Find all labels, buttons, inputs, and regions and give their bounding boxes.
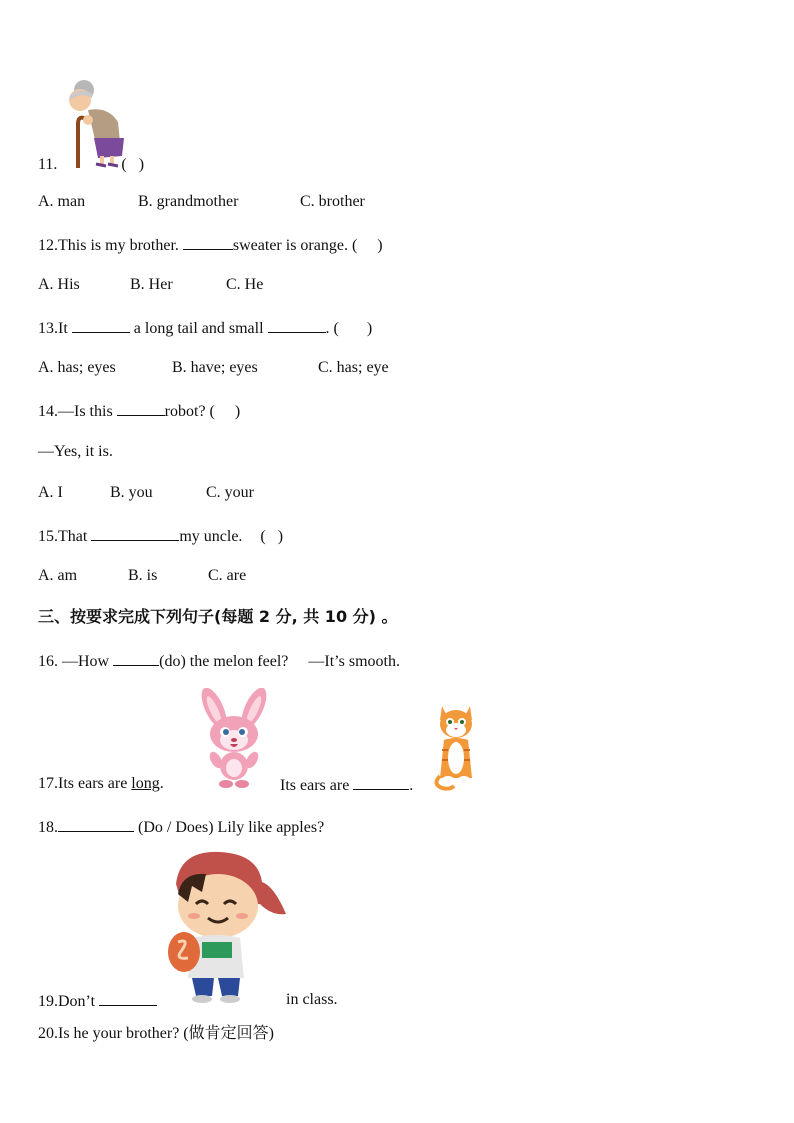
q13-options <box>38 358 389 378</box>
question-text: (Do / Does) Lily like apples? <box>138 819 325 836</box>
period: . <box>409 777 414 794</box>
option-c[interactable]: C. brother <box>300 193 365 210</box>
q14-reply: —Yes, it is. <box>38 443 113 460</box>
question-text-suffix: . <box>325 320 330 337</box>
section-heading: 三、按要求完成下列句子(每题 2 分, 共 10 分) 。 <box>38 607 398 626</box>
q14-line <box>38 400 240 422</box>
option-b[interactable]: B. you <box>110 484 153 501</box>
q16-line <box>38 650 400 672</box>
q12-line <box>38 234 383 256</box>
cat-image <box>432 700 482 792</box>
option-a[interactable]: A. man <box>38 193 86 210</box>
question-text: 19.Don’t <box>38 993 96 1010</box>
answer-blank[interactable] <box>58 816 134 832</box>
question-text: 13.It <box>38 320 68 337</box>
q12-options <box>38 275 263 295</box>
q13-line <box>38 317 372 339</box>
question-text-suffix: (do) the melon feel? <box>159 653 289 670</box>
question-text-middle: a long tail and small <box>133 320 264 337</box>
answer-blank[interactable] <box>268 317 326 333</box>
answer-blank[interactable] <box>91 525 179 541</box>
question-text-suffix: my uncle. <box>179 528 243 545</box>
boy-eating-image <box>162 846 290 1004</box>
option-b[interactable]: B. have; eyes <box>172 359 258 376</box>
question-text-suffix: sweater is orange. <box>232 237 348 254</box>
answer-blank[interactable] <box>117 400 165 416</box>
answer-parentheses: ( ) <box>209 403 241 420</box>
option-b[interactable]: B. grandmother <box>138 193 239 210</box>
question-text-second: Its ears are <box>280 777 350 794</box>
question-text: 12.This is my brother. <box>38 237 179 254</box>
q19-line <box>38 990 157 1012</box>
q18-line <box>38 816 324 838</box>
option-c[interactable]: C. your <box>206 484 254 501</box>
option-a[interactable]: A. His <box>38 276 80 293</box>
question-number: 11. <box>38 156 58 173</box>
question-text-suffix: robot? <box>164 403 206 420</box>
question-number: 18. <box>38 819 58 836</box>
q17-line <box>38 774 164 794</box>
option-a[interactable]: A. am <box>38 567 78 584</box>
answer-parentheses: ( ) <box>121 156 145 173</box>
option-b[interactable]: B. is <box>128 567 158 584</box>
q15-line <box>38 525 283 547</box>
q17-second-line <box>280 774 413 796</box>
q20-line: 20.Is he your brother? (做肯定回答) <box>38 1025 274 1042</box>
q11-options <box>38 192 365 212</box>
option-c[interactable]: C. He <box>226 276 264 293</box>
answer-blank[interactable] <box>353 774 409 790</box>
answer-parentheses: ( ) <box>351 237 383 254</box>
answer-blank[interactable] <box>72 317 130 333</box>
option-b[interactable]: B. Her <box>130 276 173 293</box>
question-text: 16. —How <box>38 653 110 670</box>
underlined-word: long <box>131 775 160 792</box>
option-a[interactable]: A. has; eyes <box>38 359 116 376</box>
question-text: 14.—Is this <box>38 403 113 420</box>
answer-blank[interactable] <box>113 650 159 666</box>
question-text: 15.That <box>38 528 88 545</box>
question-text: 17.Its ears are <box>38 775 128 792</box>
q14-options <box>38 483 254 503</box>
reply-text: —It’s smooth. <box>308 653 400 670</box>
answer-blank[interactable] <box>99 990 157 1006</box>
answer-parentheses: ( ) <box>260 528 284 545</box>
option-c[interactable]: C. has; eye <box>318 359 389 376</box>
answer-blank[interactable] <box>183 234 233 250</box>
option-a[interactable]: A. I <box>38 484 63 501</box>
q19-suffix: in class. <box>286 991 338 1008</box>
q15-options <box>38 566 246 586</box>
q11-line <box>38 155 144 175</box>
rabbit-image <box>192 688 276 790</box>
option-c[interactable]: C. are <box>208 567 247 584</box>
period: . <box>159 775 164 792</box>
answer-parentheses: ( ) <box>333 320 373 337</box>
